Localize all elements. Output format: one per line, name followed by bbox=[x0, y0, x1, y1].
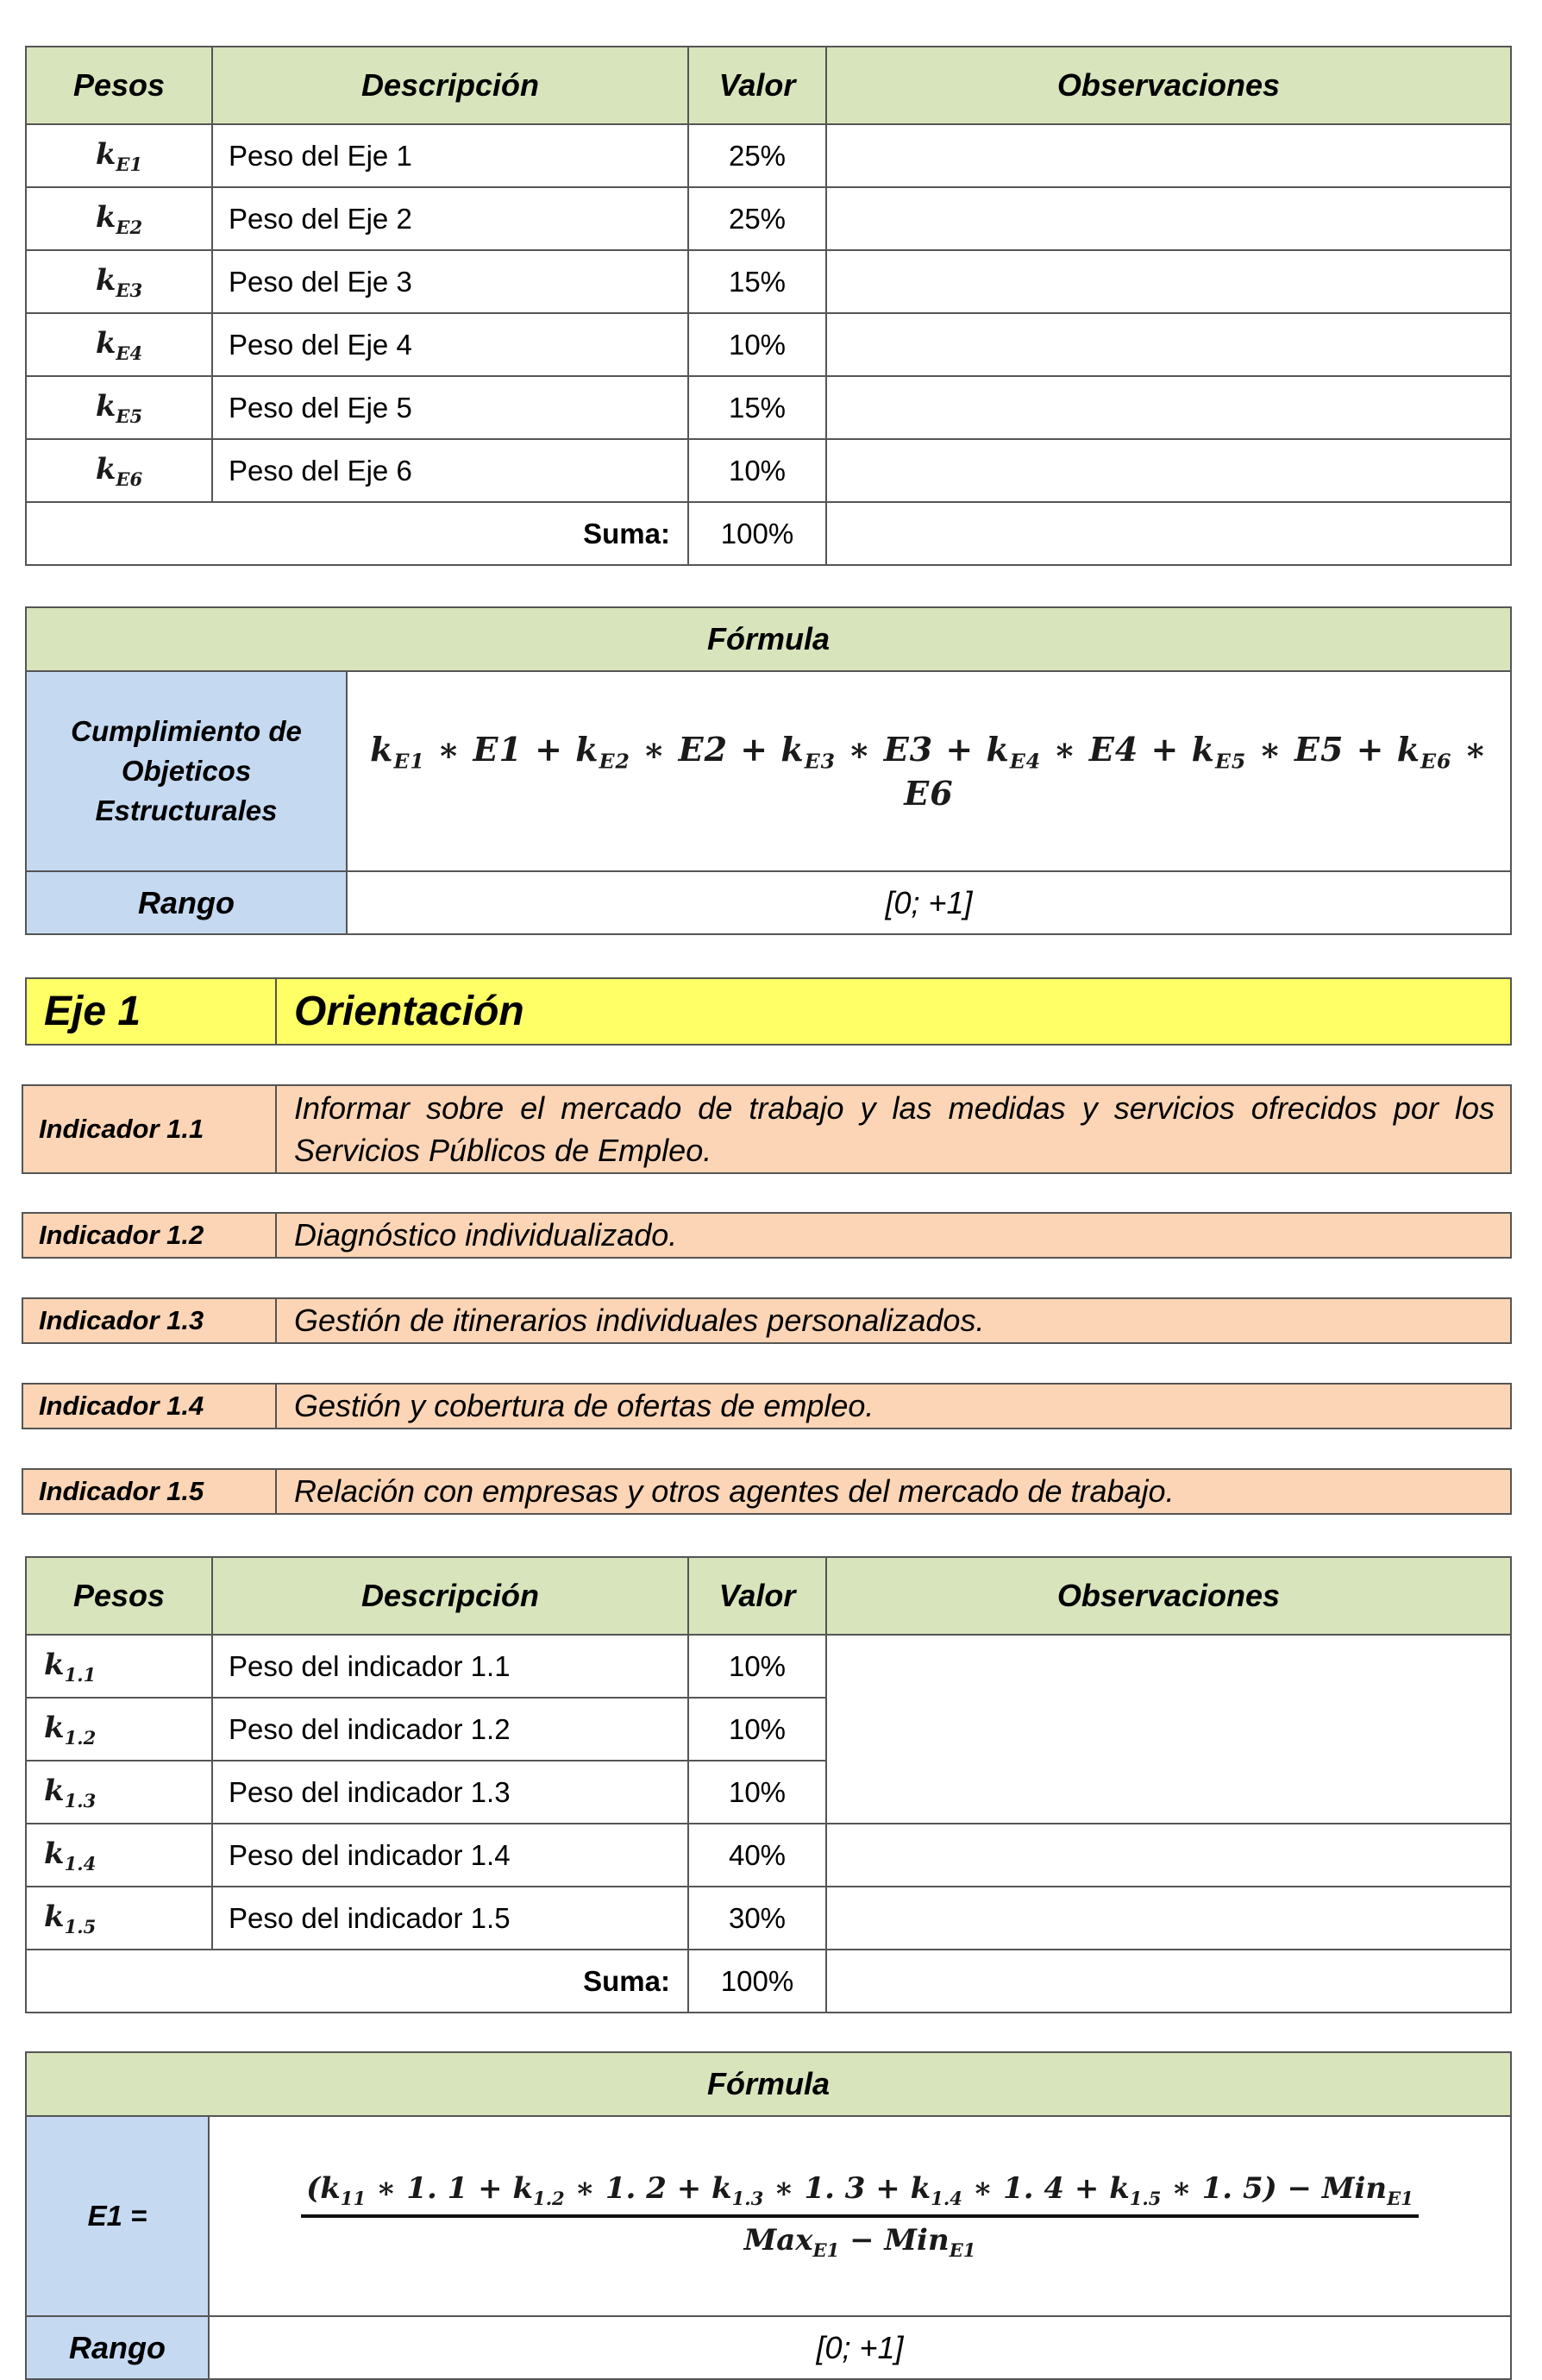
row-value: 10% bbox=[688, 1698, 826, 1761]
range-value: [0; +1] bbox=[209, 2316, 1511, 2379]
header-pesos: Pesos bbox=[26, 47, 212, 124]
row-description: Peso del Eje 4 bbox=[212, 313, 688, 376]
formula-header: Fórmula bbox=[26, 2052, 1511, 2116]
indicator-1-3 bbox=[22, 1297, 1512, 1344]
weight-symbol: $k_{E2}$ bbox=[95, 199, 143, 238]
indicator-text: Relación con empresas y otros agentes del mercado de trabajo. bbox=[276, 1469, 1511, 1514]
weight-symbol: $k_{1.2}$ bbox=[44, 1710, 97, 1749]
row-observations bbox=[826, 187, 1511, 250]
weight-symbol: $k_{1.3}$ bbox=[44, 1773, 97, 1812]
row-description: Peso del Eje 1 bbox=[212, 124, 688, 187]
indicator-text: Gestión de itinerarios individuales personalizados. bbox=[276, 1298, 1511, 1343]
indicator-label: Indicador 1.1 bbox=[22, 1085, 276, 1173]
row-value: 15% bbox=[688, 376, 826, 439]
formula-expression bbox=[209, 2116, 1511, 2316]
row-description: Peso del Eje 2 bbox=[212, 187, 688, 250]
weights-table-axes bbox=[25, 46, 1512, 566]
formula-header: Fórmula bbox=[26, 607, 1511, 671]
row-value: 30% bbox=[688, 1887, 826, 1950]
weight-symbol: $k_{E4}$ bbox=[95, 325, 143, 364]
row-value: 15% bbox=[688, 250, 826, 313]
row-value: 25% bbox=[688, 124, 826, 187]
table-row bbox=[26, 376, 1511, 439]
indicator-text: Gestión y cobertura de ofertas de empleo. bbox=[276, 1384, 1511, 1429]
row-description: Peso del Eje 6 bbox=[212, 439, 688, 502]
indicator-label: Indicador 1.4 bbox=[22, 1384, 276, 1429]
header-descripcion: Descripción bbox=[212, 47, 688, 124]
header-pesos: Pesos bbox=[26, 1557, 212, 1635]
row-value: 25% bbox=[688, 187, 826, 250]
row-value: 10% bbox=[688, 1635, 826, 1698]
table-row bbox=[26, 124, 1511, 187]
weight-symbol: $k_{E1}$ bbox=[95, 136, 143, 175]
row-description: Peso del indicador 1.1 bbox=[212, 1635, 688, 1698]
indicator-label: Indicador 1.3 bbox=[22, 1298, 276, 1343]
weights-table-indicators bbox=[25, 1556, 1512, 2013]
row-description: Peso del indicador 1.2 bbox=[212, 1698, 688, 1761]
formula-expression: $k_{E1}$ ∗ $E1 + k_{E2}$ ∗ $E2 + k_{E3}$ ∗ $E3 + k_{E4}$ ∗ $E4 + k_{E5}$ ∗ $E5 + k_{E6}$ ∗ E6 bbox=[347, 671, 1511, 871]
indicator-1-4 bbox=[22, 1383, 1512, 1429]
formula-label: E1 = bbox=[26, 2116, 209, 2316]
weight-symbol: $k_{E3}$ bbox=[95, 262, 143, 301]
formula-numerator: ($k_{11}$ ∗ 1. $1 + k_{1.2}$ ∗ 1. $2 + k_{1.3}$ ∗ 1. $3 + k_{1.4}$ ∗ 1. $4 + k_{1.5}$ ∗ 1. 5) − Min$_{E1}$ bbox=[301, 2171, 1419, 2218]
formula-table-axes bbox=[25, 606, 1512, 935]
row-description: Peso del indicador 1.3 bbox=[212, 1761, 688, 1824]
axis-banner bbox=[25, 977, 1512, 1046]
row-description: Peso del indicador 1.5 bbox=[212, 1887, 688, 1950]
sum-row bbox=[26, 1950, 1511, 2013]
formula-denominator: Max$_{E1}$ − Min$_{E1}$ bbox=[743, 2223, 976, 2261]
row-observations bbox=[826, 1887, 1511, 1950]
sum-observations bbox=[826, 502, 1511, 565]
table-row bbox=[26, 1887, 1511, 1950]
indicator-label: Indicador 1.2 bbox=[22, 1213, 276, 1258]
header-valor: Valor bbox=[688, 47, 826, 124]
indicator-1-2 bbox=[22, 1212, 1512, 1259]
row-value: 10% bbox=[688, 313, 826, 376]
sum-label: Suma: bbox=[26, 1950, 688, 2013]
formula-fraction bbox=[301, 2171, 1419, 2261]
row-description: Peso del Eje 5 bbox=[212, 376, 688, 439]
header-descripcion: Descripción bbox=[212, 1557, 688, 1635]
indicator-1-1 bbox=[22, 1084, 1512, 1174]
sum-value: 100% bbox=[688, 502, 826, 565]
row-observations bbox=[826, 376, 1511, 439]
range-label: Rango bbox=[26, 2316, 209, 2379]
row-observations bbox=[826, 1824, 1511, 1887]
sum-observations bbox=[826, 1950, 1511, 2013]
weight-symbol: $k_{1.1}$ bbox=[44, 1647, 97, 1686]
range-label: Rango bbox=[26, 871, 347, 934]
table-row bbox=[26, 439, 1511, 502]
axis-title: Orientación bbox=[276, 978, 1511, 1045]
table-row bbox=[26, 1824, 1511, 1887]
row-value: 10% bbox=[688, 1761, 826, 1824]
row-description: Peso del indicador 1.4 bbox=[212, 1824, 688, 1887]
table-row bbox=[26, 1635, 1511, 1698]
indicator-text: Informar sobre el mercado de trabajo y las medidas y servicios ofrecidos por los Servicios Públicos de Empleo. bbox=[276, 1085, 1511, 1173]
indicator-label: Indicador 1.5 bbox=[22, 1469, 276, 1514]
formula-label: Cumplimiento de Objeticos Estructurales bbox=[26, 671, 347, 871]
sum-value: 100% bbox=[688, 1950, 826, 2013]
row-value: 40% bbox=[688, 1824, 826, 1887]
weight-symbol: $k_{E6}$ bbox=[95, 451, 143, 490]
indicator-text: Diagnóstico individualizado. bbox=[276, 1213, 1511, 1258]
header-observaciones: Observaciones bbox=[826, 47, 1511, 124]
table-row bbox=[26, 250, 1511, 313]
formula-table-e1 bbox=[25, 2051, 1512, 2380]
table-row bbox=[26, 187, 1511, 250]
axis-name: Eje 1 bbox=[26, 978, 276, 1045]
table-row bbox=[26, 313, 1511, 376]
row-observations bbox=[826, 124, 1511, 187]
sum-row bbox=[26, 502, 1511, 565]
weight-symbol: $k_{1.5}$ bbox=[44, 1899, 97, 1937]
row-observations bbox=[826, 313, 1511, 376]
row-observations bbox=[826, 250, 1511, 313]
row-observations-merged bbox=[826, 1635, 1511, 1824]
sum-label: Suma: bbox=[26, 502, 688, 565]
header-valor: Valor bbox=[688, 1557, 826, 1635]
row-observations bbox=[826, 439, 1511, 502]
weight-symbol: $k_{1.4}$ bbox=[44, 1836, 97, 1874]
weight-symbol: $k_{E5}$ bbox=[95, 388, 143, 427]
header-observaciones: Observaciones bbox=[826, 1557, 1511, 1635]
range-value: [0; +1] bbox=[347, 871, 1511, 934]
row-description: Peso del Eje 3 bbox=[212, 250, 688, 313]
row-value: 10% bbox=[688, 439, 826, 502]
indicator-1-5 bbox=[22, 1468, 1512, 1515]
